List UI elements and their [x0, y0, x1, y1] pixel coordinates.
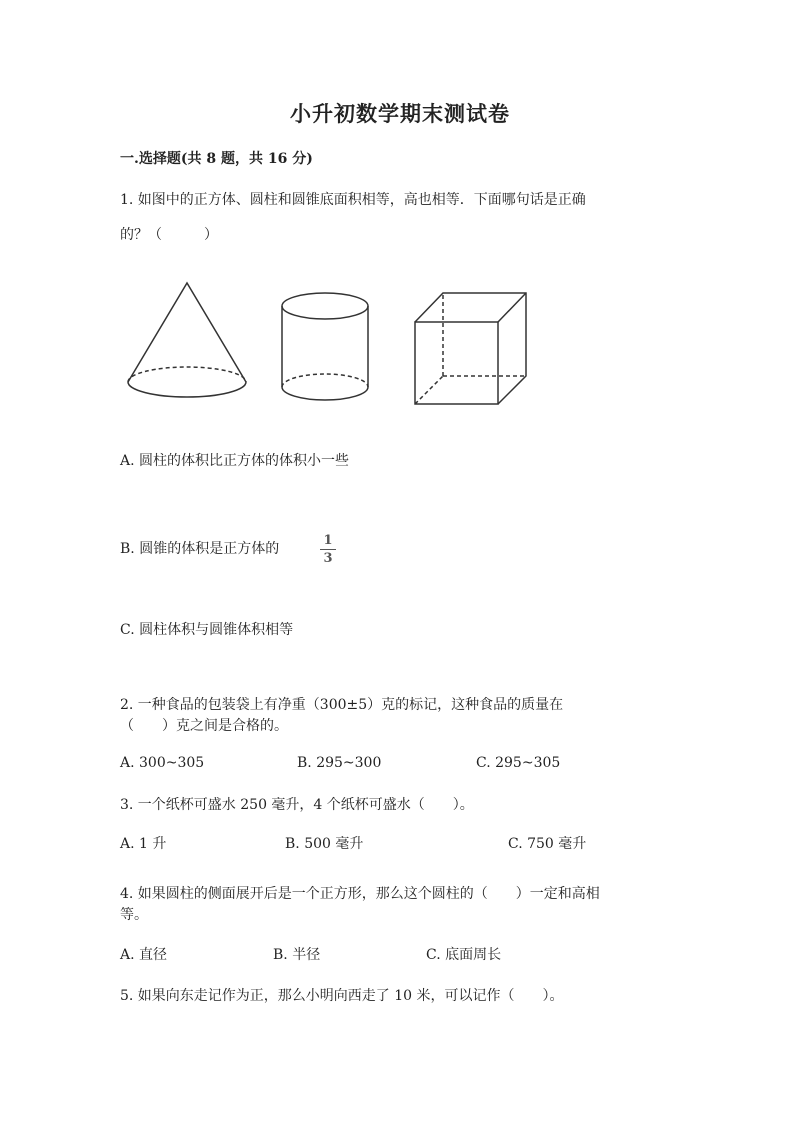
q1-option-c: C. 圆柱体积与圆锥体积相等: [120, 622, 294, 638]
fraction-denominator: 3: [323, 551, 333, 566]
q2-option-b: B. 295~300: [297, 755, 382, 771]
cone-figure: [128, 283, 246, 397]
q4-option-a: A. 直径: [120, 947, 168, 963]
q1-text-line2: 的？（ ）: [120, 227, 218, 243]
cylinder-figure: [282, 293, 368, 400]
cube-figure: [415, 293, 526, 404]
q3-text: 3. 一个纸杯可盛水 250 毫升，4 个纸杯可盛水（ ）。: [120, 797, 474, 813]
q3-option-b: B. 500 毫升: [285, 836, 364, 852]
q4-option-c: C. 底面周长: [426, 947, 502, 963]
section-heading: 一.选择题(共 8 题，共 16 分): [120, 151, 313, 167]
q4-text-line1: 4. 如果圆柱的侧面展开后是一个正方形，那么这个圆柱的（ ）一定和高相: [120, 886, 600, 902]
q3-option-c: C. 750 毫升: [508, 836, 587, 852]
q3-option-a: A. 1 升: [120, 836, 167, 852]
q1-option-a: A. 圆柱的体积比正方体的体积小一些: [120, 453, 350, 469]
q1-option-b: B. 圆锥的体积是正方体的: [120, 541, 280, 557]
q2-option-c: C. 295~305: [476, 755, 561, 771]
q5-text: 5. 如果向东走记作为正，那么小明向西走了 10 米，可以记作（ ）。: [120, 988, 564, 1004]
geometry-figures: [115, 275, 535, 410]
q2-option-a: A. 300~305: [120, 755, 205, 771]
fraction-numerator: 1: [323, 533, 333, 548]
q2-text-line2: （ ）克之间是合格的。: [120, 718, 288, 734]
q1-text-line1: 1. 如图中的正方体、圆柱和圆锥底面积相等，高也相等．下面哪句话是正确: [120, 192, 586, 208]
q4-text-line2: 等。: [120, 907, 148, 923]
q4-option-b: B. 半径: [273, 947, 321, 963]
q2-text-line1: 2. 一种食品的包装袋上有净重（300±5）克的标记，这种食品的质量在: [120, 697, 564, 713]
fraction-one-third: [320, 533, 336, 566]
page-title: 小升初数学期末测试卷: [290, 101, 510, 126]
